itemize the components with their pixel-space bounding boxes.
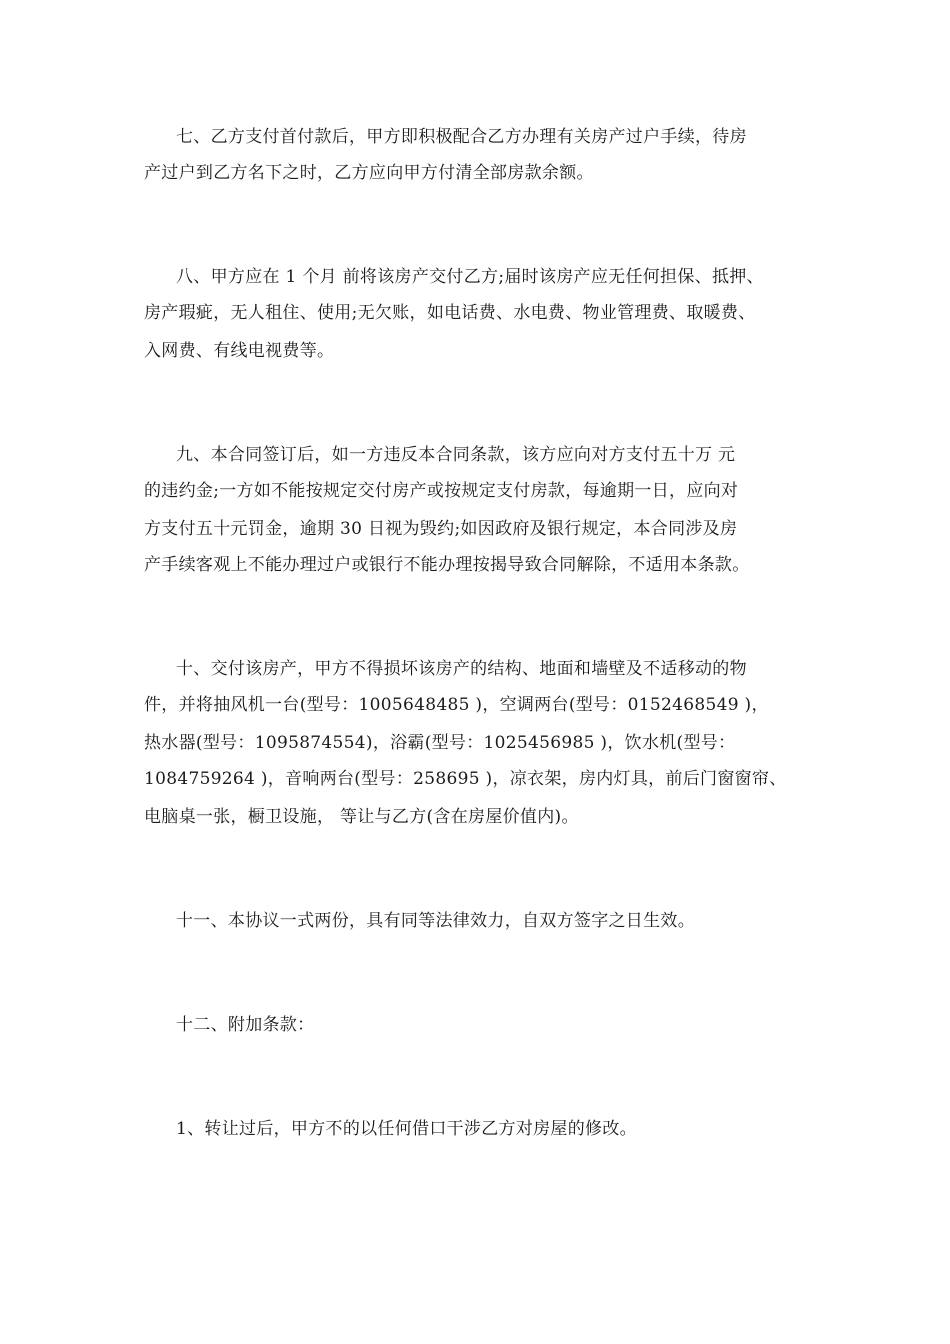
clause-12-item-1-line-1: 1、转让过后，甲方不的以任何借口干涉乙方对房屋的修改。	[176, 1119, 637, 1139]
clause-9-line-3: 方支付五十元罚金，逾期 30 日视为毁约;如因政府及银行规定，本合同涉及房	[144, 519, 738, 539]
clause-10-line-4: 1084759264 )，音响两台(型号：258695 )，凉衣架，房内灯具，前后门窗窗帘、	[144, 769, 787, 789]
clause-7-line-2: 产过户到乙方名下之时，乙方应向甲方付清全部房款余额。	[144, 163, 594, 183]
clause-10-line-1: 十、交付该房产，甲方不得损坏该房产的结构、地面和墙壁及不适移动的物	[176, 659, 747, 679]
clause-9-line-2: 的违约金;一方如不能按规定交付房产或按规定支付房款，每逾期一日，应向对	[144, 481, 739, 501]
clause-10-line-5: 电脑桌一张，橱卫设施， 等让与乙方(含在房屋价值内)。	[144, 807, 579, 827]
clause-9-line-4: 产手续客观上不能办理过户或银行不能办理按揭导致合同解除，不适用本条款。	[144, 555, 750, 575]
clause-11-line-1: 十一、本协议一式两份，具有同等法律效力，自双方签字之日生效。	[176, 911, 695, 931]
clause-12-heading: 十二、附加条款：	[176, 1015, 315, 1035]
clause-7-line-1: 七、乙方支付首付款后，甲方即积极配合乙方办理有关房产过户手续，待房	[176, 127, 747, 147]
clause-9-line-1: 九、本合同签订后，如一方违反本合同条款，该方应向对方支付五十万 元	[176, 445, 736, 465]
clause-10-line-2: 件，并将抽风机一台(型号：1005648485 )，空调两台(型号：0152468549 )，	[144, 695, 769, 715]
clause-8-line-1: 八、甲方应在 1 个月 前将该房产交付乙方;届时该房产应无任何担保、抵押、	[176, 267, 764, 287]
clause-8-line-3: 入网费、有线电视费等。	[144, 341, 335, 361]
clause-10-line-3: 热水器(型号：1095874554)，浴霸(型号：1025456985 )，饮水机(型号：	[144, 733, 736, 753]
clause-8-line-2: 房产瑕疵，无人租住、使用;无欠账，如电话费、水电费、物业管理费、取暖费、	[144, 303, 756, 323]
